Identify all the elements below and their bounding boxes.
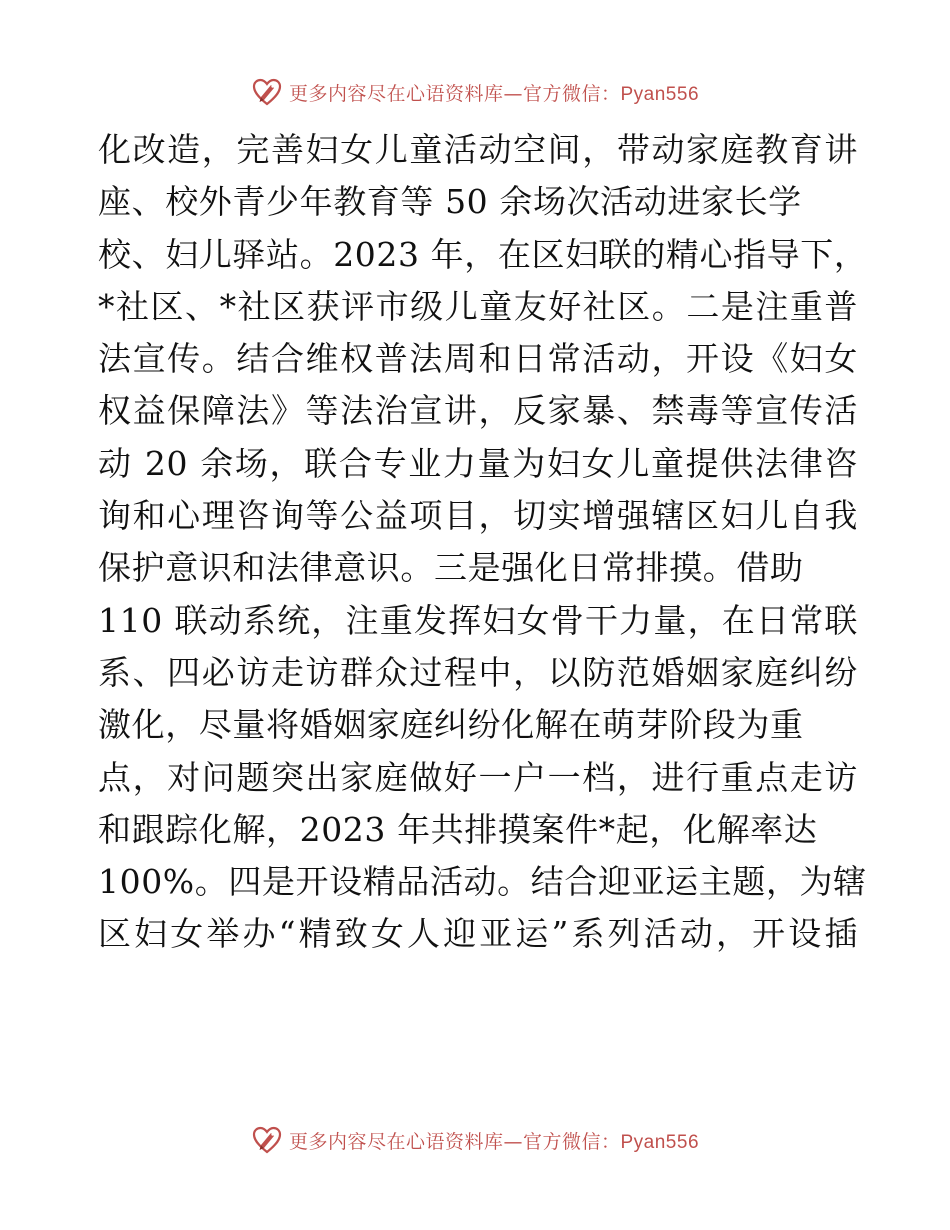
body-line: 法宣传。结合维权普法周和日常活动，开设《妇女 (98, 339, 858, 379)
body-line: *社区、*社区获评市级儿童友好社区。二是注重普 (98, 286, 858, 326)
body-line: 权益保障法》等法治宣讲，反家暴、禁毒等宣传活 (98, 391, 858, 431)
body-line: 保护意识和法律意识。三是强化日常排摸。借助 (98, 548, 804, 588)
body-line: 化改造，完善妇女儿童活动空间，带动家庭教育讲 (98, 130, 858, 169)
body-line: 100%。四是开设精品活动。结合迎亚运主题，为辖 (98, 862, 867, 902)
body-line: 激化，尽量将婚姻家庭纠纷化解在萌芽阶段为重 (98, 705, 804, 745)
body-line: 110 联动系统，注重发挥妇女骨干力量，在日常联 (98, 600, 858, 640)
body-line: 询和心理咨询等公益项目，切实增强辖区妇儿自我 (98, 496, 858, 536)
heart-pen-logo-icon (251, 1124, 283, 1156)
header-banner-handle: Pyan556 (620, 83, 700, 105)
header-banner-text: 更多内容尽在心语资料库—官方微信： (288, 82, 621, 105)
header-banner (0, 72, 950, 112)
body-line: 和跟踪化解，2023 年共排摸案件*起，化解率达 (98, 809, 818, 849)
heart-pen-logo-icon (251, 76, 283, 108)
body-line: 校、妇儿驿站。2023 年，在区妇联的精心指导下， (98, 234, 868, 274)
footer-banner (0, 1120, 950, 1160)
body-line: 系、四必访走访群众过程中，以防范婚姻家庭纠纷 (98, 652, 858, 692)
footer-banner-text: 更多内容尽在心语资料库—官方微信： (288, 1130, 621, 1153)
footer-banner-handle: Pyan556 (620, 1131, 700, 1153)
body-line: 座、校外青少年教育等 50 余场次活动进家长学 (98, 182, 802, 222)
body-line: 动 20 余场，联合专业力量为妇女儿童提供法律咨 (98, 443, 858, 483)
body-line: 点，对问题突出家庭做好一户一档，进行重点走访 (98, 757, 858, 797)
document-body (98, 124, 868, 961)
body-line: 区妇女举办“精致女人迎亚运”系列活动，开设插 (98, 914, 858, 954)
